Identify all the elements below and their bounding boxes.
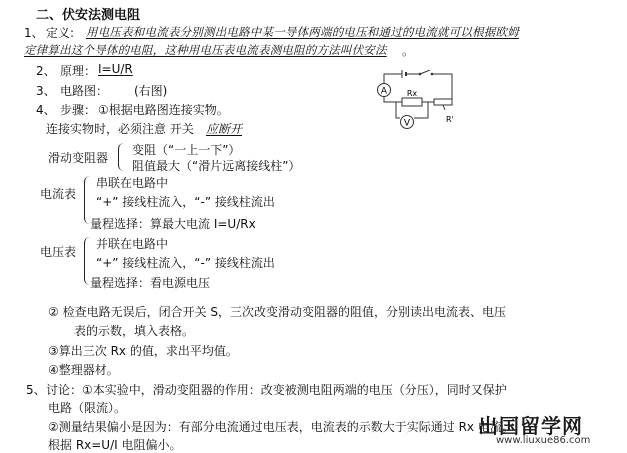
ammeter-symbol-label: A — [380, 86, 388, 97]
circuit-diagram — [372, 70, 472, 138]
steps-number: 4、 — [36, 103, 56, 117]
rheostat-item1: 变阻（“一上一下”） — [132, 143, 241, 157]
circuit-note: (右图) — [134, 84, 168, 98]
principle-formula: I=U/R — [98, 62, 133, 76]
definition-end: 。 — [402, 44, 415, 58]
wire-left-down — [384, 97, 402, 103]
circuit-label: 电路图： — [60, 84, 109, 98]
voltmeter-label: 电压表 — [40, 245, 77, 259]
step1-text: ①根据电路图连接实物。 — [98, 103, 229, 117]
voltmeter-item2: “+” 接线柱流入，“-” 接线柱流出 — [96, 256, 275, 270]
resistor-rx-label: Rx — [406, 89, 418, 98]
step4-text: ④整理器材。 — [48, 363, 119, 377]
ammeter-label: 电流表 — [40, 187, 77, 201]
rheostat-label: 滑动变阻器 — [48, 151, 109, 165]
watermark-logo-text: 出国留学网 — [478, 414, 583, 438]
step2-line2: 表的示数，填入表格。 — [74, 324, 195, 338]
voltmeter-item3: 量程选择：看电源电压 — [90, 276, 211, 290]
voltmeter-item1: 并联在电路中 — [96, 237, 169, 251]
discussion-line3: ②测量结果偏小是因为：有部分电流通过电压表，电流表的示数大于实际通过 Rx 电流。 — [48, 420, 514, 434]
discussion-line2: 电路（限流）。 — [48, 401, 127, 415]
principle-label: 原理： — [60, 64, 97, 78]
voltmeter-symbol-label: V — [403, 118, 411, 129]
definition-line1: 用电压表和电流表分别测出电路中某一导体两端的电压和通过的电流就可以根据欧姆 — [86, 25, 519, 39]
definition-number: 1、 — [24, 26, 44, 40]
step2-line1: ② 检查电路无误后，闭合开关 S，三次改变滑动变阻器的阻值，分别读出电流表、电压 — [48, 305, 507, 319]
wire-volt-left — [396, 102, 400, 118]
circuit-number: 3、 — [36, 84, 56, 98]
connect-note: 连接实物时，必须注意 开关 — [46, 122, 194, 136]
connect-note-hand: 应断开 — [206, 122, 243, 136]
steps-label: 步骤： — [60, 103, 97, 117]
section-heading: 二、伏安法测电阻 — [36, 8, 141, 23]
discussion-number: 5、 — [26, 383, 46, 397]
rheostat-brace — [118, 143, 125, 171]
watermark-url: www.liuxue86.com — [496, 435, 591, 446]
rheostat-slider — [443, 105, 445, 110]
ammeter-item1: 串联在电路中 — [96, 176, 169, 190]
wire-top-right — [432, 74, 452, 100]
discussion-line1: 讨论：①本实验中，滑动变阻器的作用：改变被测电阻两端的电压（分压），同时又保护 — [46, 383, 507, 397]
definition-line2: 定律算出这个导体的电阻，这种用电压表电流表测电阻的方法叫伏安法 — [24, 43, 387, 57]
step3-text: ③算出三次 Rx 的值，求出平均值。 — [48, 344, 238, 358]
definition-label: 定义: — [46, 26, 75, 40]
ammeter-item2: “+” 接线柱流入，“-” 接线柱流出 — [96, 195, 275, 209]
rheostat-symbol — [434, 99, 452, 105]
rheostat-label-symbol: R' — [446, 115, 454, 124]
wire-top-left — [384, 74, 402, 84]
discussion-line4: 根据 Rx=U/I 电阻偏小。 — [48, 438, 182, 452]
resistor-rx — [402, 98, 422, 106]
principle-number: 2、 — [36, 64, 56, 78]
switch-blade — [420, 70, 430, 74]
ammeter-item3: 量程选择：算最大电流 I=U/Rx — [90, 217, 256, 231]
rheostat-item2: 阻值最大（“滑片远离接线柱”） — [132, 159, 301, 173]
